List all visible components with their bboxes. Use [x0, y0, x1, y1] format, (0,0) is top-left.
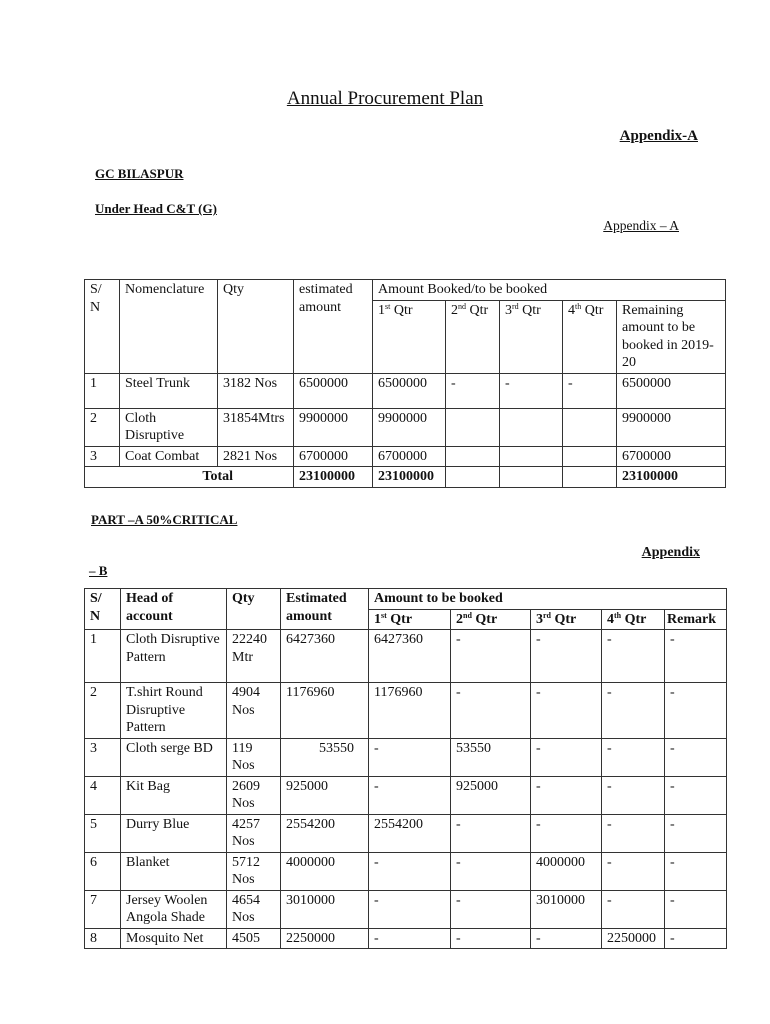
table-row [85, 683, 727, 739]
cell-q3: - [531, 630, 602, 683]
total-remaining: 23100000 [617, 467, 726, 488]
cell-item: Cloth serge BD [121, 738, 227, 776]
cell-sn: 1 [85, 630, 121, 683]
cell-est: 9900000 [294, 408, 373, 446]
cell-q4: - [602, 630, 665, 683]
cell-est: 2554200 [281, 814, 369, 852]
cell-qty: 31854Mtrs [218, 408, 294, 446]
cell-qty: 119 Nos [227, 738, 281, 776]
header-remark: Remark [665, 609, 727, 630]
cell-q4 [563, 446, 617, 467]
cell-q4: - [602, 738, 665, 776]
cell-qty: 3182 Nos [218, 373, 294, 408]
cell-sn: 8 [85, 928, 121, 949]
cell-q1: 6427360 [369, 630, 451, 683]
cell-q4: - [563, 373, 617, 408]
header-sn: S/ N [85, 280, 120, 374]
cell-remark: - [665, 738, 727, 776]
table-row [85, 630, 727, 683]
total-q4 [563, 467, 617, 488]
cell-remark: - [665, 776, 727, 814]
cell-item: Coat Combat [120, 446, 218, 467]
header-qty: Qty [227, 589, 281, 630]
cell-q2: 53550 [451, 738, 531, 776]
head-label: Under Head C&T (G) [95, 201, 217, 216]
table-header-row [85, 280, 726, 301]
cell-est: 6500000 [294, 373, 373, 408]
header-q3: 3rd Qtr [531, 609, 602, 630]
cell-remark: - [665, 928, 727, 949]
cell-sn: 3 [85, 446, 120, 467]
header-booked: Amount Booked/to be booked [373, 280, 726, 301]
header-q4: 4th Qtr [563, 300, 617, 373]
total-label: Total [85, 467, 294, 488]
unit-name: GC BILASPUR [95, 166, 184, 181]
total-q2 [446, 467, 500, 488]
cell-remark: - [665, 683, 727, 739]
cell-remark: - [665, 890, 727, 928]
cell-q3: - [500, 373, 563, 408]
cell-remark: - [665, 814, 727, 852]
table-header-row [85, 589, 727, 610]
cell-q1: - [369, 738, 451, 776]
appendix-label: Appendix-A [619, 128, 698, 144]
cell-q2: - [451, 928, 531, 949]
header-q2: 2nd Qtr [451, 609, 531, 630]
table-row [85, 814, 727, 852]
cell-q1: - [369, 852, 451, 890]
total-estimated: 23100000 [294, 467, 373, 488]
cell-remaining: 6500000 [617, 373, 726, 408]
cell-sn: 1 [85, 373, 120, 408]
table-row [85, 852, 727, 890]
page-title: Annual Procurement Plan [286, 88, 484, 109]
total-q3 [500, 467, 563, 488]
procurement-table-2 [84, 588, 727, 949]
cell-sn: 6 [85, 852, 121, 890]
cell-q3: - [531, 738, 602, 776]
procurement-table-1 [84, 279, 726, 488]
cell-remark: - [665, 630, 727, 683]
total-row [85, 467, 726, 488]
cell-q4: - [602, 814, 665, 852]
cell-item: Cloth Disruptive [120, 408, 218, 446]
cell-q2: - [451, 630, 531, 683]
cell-q3 [500, 446, 563, 467]
cell-item: Jersey Woolen Angola Shade [121, 890, 227, 928]
header-head: Head of account [121, 589, 227, 630]
cell-q3 [500, 408, 563, 446]
table-row [85, 373, 726, 408]
cell-qty: 4257 Nos [227, 814, 281, 852]
table-row [85, 738, 727, 776]
cell-q4: - [602, 852, 665, 890]
cell-q4: - [602, 890, 665, 928]
header-q1: 1st Qtr [373, 300, 446, 373]
cell-est: 1176960 [281, 683, 369, 739]
cell-q1: 6500000 [373, 373, 446, 408]
header-qty: Qty [218, 280, 294, 374]
cell-q1: 1176960 [369, 683, 451, 739]
cell-est: 4000000 [281, 852, 369, 890]
cell-q1: - [369, 776, 451, 814]
cell-item: Blanket [121, 852, 227, 890]
cell-qty: 4505 [227, 928, 281, 949]
table-row [85, 408, 726, 446]
cell-q4: - [602, 776, 665, 814]
table-row [85, 928, 727, 949]
cell-sn: 5 [85, 814, 121, 852]
cell-q2: - [451, 890, 531, 928]
cell-item: Kit Bag [121, 776, 227, 814]
cell-sn: 7 [85, 890, 121, 928]
cell-q4: 2250000 [602, 928, 665, 949]
appendix-b-suffix: – B [89, 563, 108, 578]
cell-remaining: 6700000 [617, 446, 726, 467]
cell-item: Steel Trunk [120, 373, 218, 408]
cell-q1: - [369, 928, 451, 949]
cell-est: 925000 [281, 776, 369, 814]
cell-q2: - [451, 683, 531, 739]
cell-est: 6700000 [294, 446, 373, 467]
cell-est: 3010000 [281, 890, 369, 928]
header-sn: S/ N [85, 589, 121, 630]
header-remaining: Remaining amount to be booked in 2019-20 [617, 300, 726, 373]
cell-remark: - [665, 852, 727, 890]
cell-q1: 9900000 [373, 408, 446, 446]
header-estimated: estimated amount [294, 280, 373, 374]
cell-q1: 6700000 [373, 446, 446, 467]
cell-sn: 2 [85, 408, 120, 446]
cell-qty: 4904 Nos [227, 683, 281, 739]
cell-q2 [446, 408, 500, 446]
cell-q4 [563, 408, 617, 446]
appendix-b-label: Appendix [641, 545, 700, 560]
cell-q3: 3010000 [531, 890, 602, 928]
cell-q1: - [369, 890, 451, 928]
appendix-sub-label: Appendix – A [603, 218, 679, 233]
table-row [85, 890, 727, 928]
cell-q2: - [451, 852, 531, 890]
cell-q3: 4000000 [531, 852, 602, 890]
cell-q2: - [446, 373, 500, 408]
cell-est: 2250000 [281, 928, 369, 949]
cell-qty: 4654 Nos [227, 890, 281, 928]
cell-q3: - [531, 814, 602, 852]
total-q1: 23100000 [373, 467, 446, 488]
cell-q4: - [602, 683, 665, 739]
header-estimated: Estimated amount [281, 589, 369, 630]
cell-q3: - [531, 683, 602, 739]
cell-item: Cloth Disruptive Pattern [121, 630, 227, 683]
header-booked: Amount to be booked [369, 589, 727, 610]
cell-q2 [446, 446, 500, 467]
header-nomenclature: Nomenclature [120, 280, 218, 374]
cell-remaining: 9900000 [617, 408, 726, 446]
header-q3: 3rd Qtr [500, 300, 563, 373]
header-q1: 1st Qtr [369, 609, 451, 630]
cell-sn: 2 [85, 683, 121, 739]
cell-sn: 3 [85, 738, 121, 776]
cell-q2: - [451, 814, 531, 852]
cell-sn: 4 [85, 776, 121, 814]
header-q2: 2nd Qtr [446, 300, 500, 373]
cell-qty: 2609 Nos [227, 776, 281, 814]
cell-q2: 925000 [451, 776, 531, 814]
cell-q3: - [531, 928, 602, 949]
cell-est: 53550 [281, 738, 369, 776]
section-heading: PART –A 50%CRITICAL [91, 512, 238, 527]
cell-q1: 2554200 [369, 814, 451, 852]
cell-qty: 22240 Mtr [227, 630, 281, 683]
table-row [85, 446, 726, 467]
header-q4: 4th Qtr [602, 609, 665, 630]
cell-item: T.shirt Round Disruptive Pattern [121, 683, 227, 739]
cell-qty: 5712 Nos [227, 852, 281, 890]
cell-q3: - [531, 776, 602, 814]
cell-qty: 2821 Nos [218, 446, 294, 467]
cell-item: Mosquito Net [121, 928, 227, 949]
cell-item: Durry Blue [121, 814, 227, 852]
table-row [85, 776, 727, 814]
cell-est: 6427360 [281, 630, 369, 683]
